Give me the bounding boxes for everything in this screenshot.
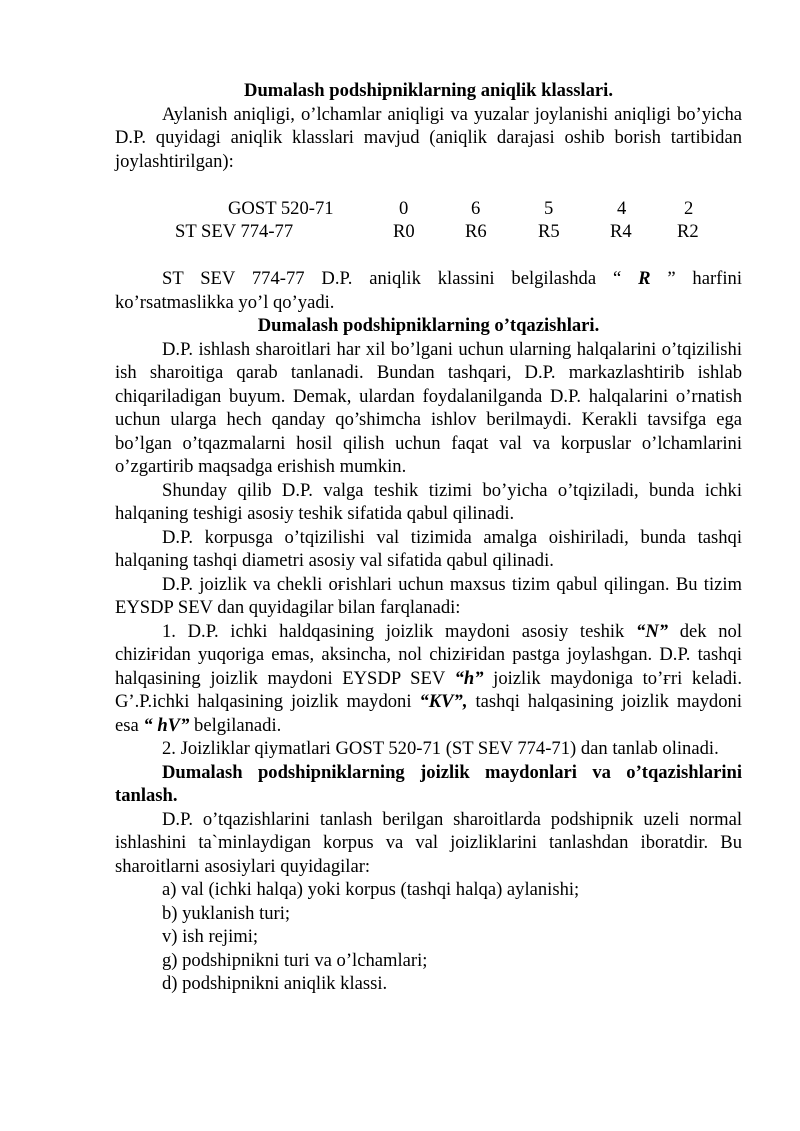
symbol-hv: “ hV” xyxy=(143,714,190,736)
table-label-stsev: ST SEV 774-77 xyxy=(175,221,294,242)
paragraph-fits-4: D.P. joizlik va chekli oғishlari uchun maxsus tizim qabul qilingan. Bu tizim EYSDP SEV dan quyidagilar bilan farqlanadi: xyxy=(115,573,742,618)
text-run: 1. D.P. ichki haldqasining joizlik maydoni asosiy teshik xyxy=(162,620,637,642)
text-run: belgilanadi. xyxy=(189,714,282,736)
text-run: ST SEV 774-77 D.P. aniqlik klassini belgilashda “ xyxy=(162,268,639,289)
text-run: joizlik maydoniga to’ғri keladi. G’.P.ichki halqasining joizlik maydoni xyxy=(115,667,742,712)
table-cell: R4 xyxy=(610,221,632,242)
list-item: g) podshipnikni turi va o’lchamlari; xyxy=(162,949,428,971)
table-cell: R5 xyxy=(538,221,560,242)
paragraph-fits-1: D.P. ishlash sharoitlari har xil bo’lgani uchun ularning halqalarini o’tqizilishi ish sharoitiga qarab tanlanadi. Bundan tashqari, D.P. markazlashtirib ishlab chiqariladigan buyum. Demak, ulardan foydalanilganda D.P. halqalarini o’rnatish uchun ularga hech qanday qo’shimcha ishlov berilmaydi. Kerakli tavsifga ega bo’lgan o’tqazmalarni hosil qilish uchun faqat val va korpuslar o’lchamlarini o’zgartirib maqsadga erishish mumkin. xyxy=(115,338,742,477)
paragraph-item-1 xyxy=(115,620,742,738)
paragraph-r-letter xyxy=(115,267,742,314)
text-run: dek nol chiziғidan yuqoriga emas, aksincha, nol chiziғidan pastga joylashgan. D.P. tashqi halqasining joizlik maydoni EYSDP SEV xyxy=(115,620,742,689)
heading-fit-selection: Dumalash podshipniklarning joizlik maydonlari va o’tqazishlarini tanlash. xyxy=(115,761,742,806)
table-cell: 6 xyxy=(471,197,481,219)
symbol-h: “h” xyxy=(454,667,484,689)
list-item: a) val (ichki halqa) yoki korpus (tashqi halqa) aylanishi; xyxy=(162,879,580,900)
heading-accuracy-classes: Dumalash podshipniklarning aniqlik klasslari. xyxy=(244,80,613,101)
paragraph-accuracy-intro: Aylanish aniqligi, o’lchamlar aniqligi va yuzalar joylanishi aniqligi bo’yicha D.P. quyidagi aniqlik klasslari mavjud (aniqlik darajasi oshib borish tartibidan joylashtirilgan): xyxy=(115,103,742,172)
table-label-gost: GOST 520-71 xyxy=(228,197,334,219)
list-item: v) ish rejimi; xyxy=(162,926,259,947)
table-cell: R6 xyxy=(465,221,487,242)
paragraph-fits-2: Shunday qilib D.P. valga teshik tizimi bo’yicha o’tqiziladi, bunda ichki halqaning teshigi asosiy teshik sifatida qabul qilinadi. xyxy=(115,479,742,524)
table-cell: 0 xyxy=(399,197,409,219)
document-page xyxy=(115,79,742,996)
table-cell: 4 xyxy=(617,197,627,219)
table-cell: R0 xyxy=(393,221,415,242)
heading-fits: Dumalash podshipniklarning o’tqazishlari. xyxy=(257,315,600,336)
symbol-n: “N” xyxy=(636,620,669,642)
table-cell: 2 xyxy=(684,197,694,219)
paragraph-item-2: 2. Joizliklar qiymatlari GOST 520-71 (ST SEV 774-71) dan tanlab olinadi. xyxy=(162,738,719,759)
accuracy-classes-table xyxy=(115,197,742,244)
paragraph-fits-3: D.P. korpusga o’tqizilishi val tizimida amalga oishiriladi, bunda tashqi halqaning tashqi diametri asosiy val sifatida qabul qilinadi. xyxy=(115,526,742,571)
letter-r: R xyxy=(638,268,651,289)
table-cell: R2 xyxy=(677,221,699,242)
list-item: b) yuklanish turi; xyxy=(162,902,291,924)
table-cell: 5 xyxy=(544,197,554,219)
symbol-kv: “KV”, xyxy=(419,691,468,712)
paragraph-fit-selection: D.P. o’tqazishlarini tanlash berilgan sharoitlarda podshipnik uzeli normal ishlashini ta`minlaydigan korpus va val joizliklarini tanlashdan iboratdir. Bu sharoitlarni asosiylari quyidagilar: xyxy=(115,808,742,877)
list-item: d) podshipnikni aniqlik klassi. xyxy=(162,973,388,994)
text-run: tashqi halqasining joizlik maydoni esa xyxy=(115,691,742,736)
text-run: ” harfini ko’rsatmaslikka yo’l qo’yadi. xyxy=(115,268,742,313)
